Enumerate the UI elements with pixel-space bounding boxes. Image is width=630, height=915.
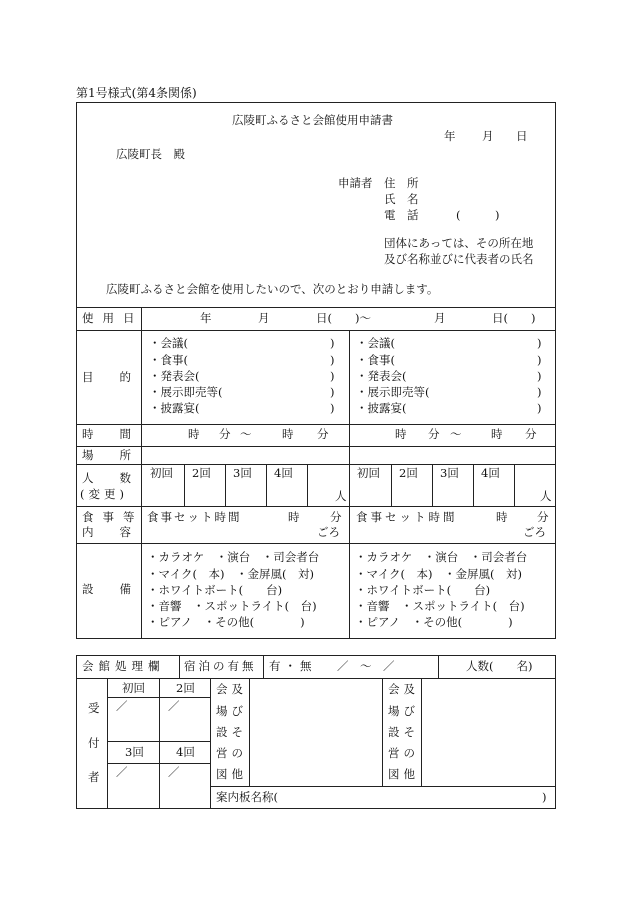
receiver-count-2: 2回 xyxy=(176,681,195,695)
venue-label-row: 図他 xyxy=(216,767,247,781)
equipment-item: ・マイク( 本) ・金屏風( 対) xyxy=(147,567,314,581)
meal-hour: 時 xyxy=(496,510,508,524)
people-count-2: 2回 xyxy=(399,466,418,480)
meal-minute: 分 xyxy=(537,510,549,524)
applicant-note-1: 団体にあっては、その所在地 xyxy=(384,236,534,250)
applicant-phone: 電 話 xyxy=(384,208,419,222)
row-label-time: 時間 xyxy=(82,427,157,441)
row-label-meal-content: 内容 xyxy=(82,525,157,539)
close-paren: ) xyxy=(537,401,542,415)
venue-label-row: 営の xyxy=(216,746,247,760)
close-paren: ) xyxy=(330,401,335,415)
equipment-item: ・マイク( 本) ・金屏風( 対) xyxy=(355,567,522,581)
people-count-1: 初回 xyxy=(150,466,173,480)
venue-label-row: 会及 xyxy=(216,682,247,696)
people-count-2: 2回 xyxy=(192,466,211,480)
purpose-item: ・会議( xyxy=(149,336,188,350)
close-paren: ) xyxy=(537,336,542,350)
equipment-item: ・音響 ・スポットライト( 台) xyxy=(147,599,317,613)
close-paren: ) xyxy=(330,385,335,399)
equipment-item: ・音響 ・スポットライト( 台) xyxy=(355,599,525,613)
equipment-item: ・ピアノ ・その他( ) xyxy=(147,615,305,629)
time-tilde: ～ xyxy=(240,427,252,441)
office-dates: ／ ～ ／ xyxy=(337,659,395,673)
purpose-item: ・展示即売等( xyxy=(356,385,430,399)
equipment-item: ・ピアノ ・その他( ) xyxy=(355,615,513,629)
row-label-people: 人数 xyxy=(82,471,157,485)
date-day: 日 xyxy=(516,129,528,143)
meal-set-time: 食事セット時間 xyxy=(147,510,242,524)
applicant-label: 申請者 xyxy=(338,176,373,190)
office-headcount: 人数( 名) xyxy=(466,659,533,673)
receiver-slash: ／ xyxy=(168,765,180,779)
receiver-slash: ／ xyxy=(116,765,128,779)
receiver-char-3: 者 xyxy=(88,770,100,784)
venue-label-row: 図他 xyxy=(388,767,419,781)
applicant-note-2: 及び名称並びに代表者の氏名 xyxy=(384,252,534,266)
use-date-month-2: 月 xyxy=(434,311,446,325)
use-date-day-1: 日( )～ xyxy=(316,311,371,325)
receiver-char-2: 付 xyxy=(88,736,100,750)
time-hour-end: 時 xyxy=(491,427,503,441)
people-count-3: 3回 xyxy=(440,466,459,480)
meal-minute: 分 xyxy=(330,510,342,524)
time-minute-start: 分 xyxy=(219,427,231,441)
use-date-month-1: 月 xyxy=(258,311,270,325)
row-label-people-change: (変更) xyxy=(80,487,128,501)
row-label-meal: 食事等 xyxy=(82,510,144,524)
people-unit: 人 xyxy=(540,489,552,503)
time-minute-start: 分 xyxy=(428,427,440,441)
use-date-day-2: 日( ) xyxy=(492,311,536,325)
people-unit: 人 xyxy=(335,489,347,503)
close-paren: ) xyxy=(330,353,335,367)
venue-label-row: 場び xyxy=(388,704,419,718)
addressee: 広陵町長 殿 xyxy=(116,147,185,161)
row-label-equipment: 設備 xyxy=(82,582,157,596)
purpose-item: ・食事( xyxy=(149,353,188,367)
purpose-item: ・食事( xyxy=(356,353,395,367)
office-label: 会館処理欄 xyxy=(82,659,165,673)
venue-label-row: 場び xyxy=(216,704,247,718)
venue-label-row: 設そ xyxy=(388,725,419,739)
date-month: 月 xyxy=(482,129,494,143)
office-stay: 宿泊の有無 xyxy=(184,659,257,673)
receiver-slash: ／ xyxy=(116,699,128,713)
date-year: 年 xyxy=(444,129,456,143)
time-minute-end: 分 xyxy=(525,427,537,441)
row-label-use-date: 使用日 xyxy=(82,311,144,325)
venue-label-row: 営の xyxy=(388,746,419,760)
row-label-purpose: 目的 xyxy=(82,370,157,384)
equipment-item: ・ホワイトボート( 台) xyxy=(355,583,491,597)
purpose-item: ・会議( xyxy=(356,336,395,350)
purpose-item: ・展示即売等( xyxy=(149,385,223,399)
statement: 広陵町ふるさと会館を使用したいので、次のとおり申請します。 xyxy=(106,282,439,296)
meal-set-time: 食事セット時間 xyxy=(356,510,458,524)
time-minute-end: 分 xyxy=(317,427,329,441)
time-hour-start: 時 xyxy=(395,427,407,441)
form-title: 広陵町ふるさと会館使用申請書 xyxy=(232,113,393,127)
signboard-label: 案内板名称( xyxy=(216,790,278,804)
office-yes-no: 有・無 xyxy=(269,659,316,673)
purpose-item: ・披露宴( xyxy=(356,401,407,415)
meal-approx: ごろ xyxy=(317,525,340,539)
people-count-1: 初回 xyxy=(357,466,380,480)
close-paren: ) xyxy=(330,369,335,383)
time-tilde: ～ xyxy=(450,427,462,441)
meal-hour: 時 xyxy=(288,510,300,524)
receiver-count-3: 3回 xyxy=(125,745,144,759)
equipment-item: ・カラオケ ・演台 ・司会者台 xyxy=(147,550,320,564)
people-count-3: 3回 xyxy=(233,466,252,480)
close-paren: ) xyxy=(537,369,542,383)
close-paren: ) xyxy=(537,353,542,367)
signboard-close: ) xyxy=(542,790,547,804)
purpose-item: ・発表会( xyxy=(149,369,200,383)
venue-label-row: 設そ xyxy=(216,725,247,739)
receiver-slash: ／ xyxy=(168,699,180,713)
close-paren: ) xyxy=(537,385,542,399)
applicant-name: 氏 名 xyxy=(384,192,419,206)
receiver-char-1: 受 xyxy=(88,701,100,715)
applicant-phone-paren: ( ) xyxy=(456,208,500,222)
form-number: 第1号様式(第4条関係) xyxy=(76,86,197,100)
time-hour-end: 時 xyxy=(282,427,294,441)
equipment-item: ・カラオケ ・演台 ・司会者台 xyxy=(355,550,528,564)
receiver-count-4: 4回 xyxy=(176,745,195,759)
people-count-4: 4回 xyxy=(274,466,293,480)
meal-approx: ごろ xyxy=(523,525,546,539)
row-label-place: 場所 xyxy=(82,448,157,462)
close-paren: ) xyxy=(330,336,335,350)
applicant-address: 住 所 xyxy=(384,176,419,190)
purpose-item: ・披露宴( xyxy=(149,401,200,415)
use-date-year: 年 xyxy=(200,311,212,325)
time-hour-start: 時 xyxy=(188,427,200,441)
people-count-4: 4回 xyxy=(481,466,500,480)
receiver-count-1: 初回 xyxy=(122,681,145,695)
purpose-item: ・発表会( xyxy=(356,369,407,383)
equipment-item: ・ホワイトボート( 台) xyxy=(147,583,283,597)
venue-label-row: 会及 xyxy=(388,682,419,696)
